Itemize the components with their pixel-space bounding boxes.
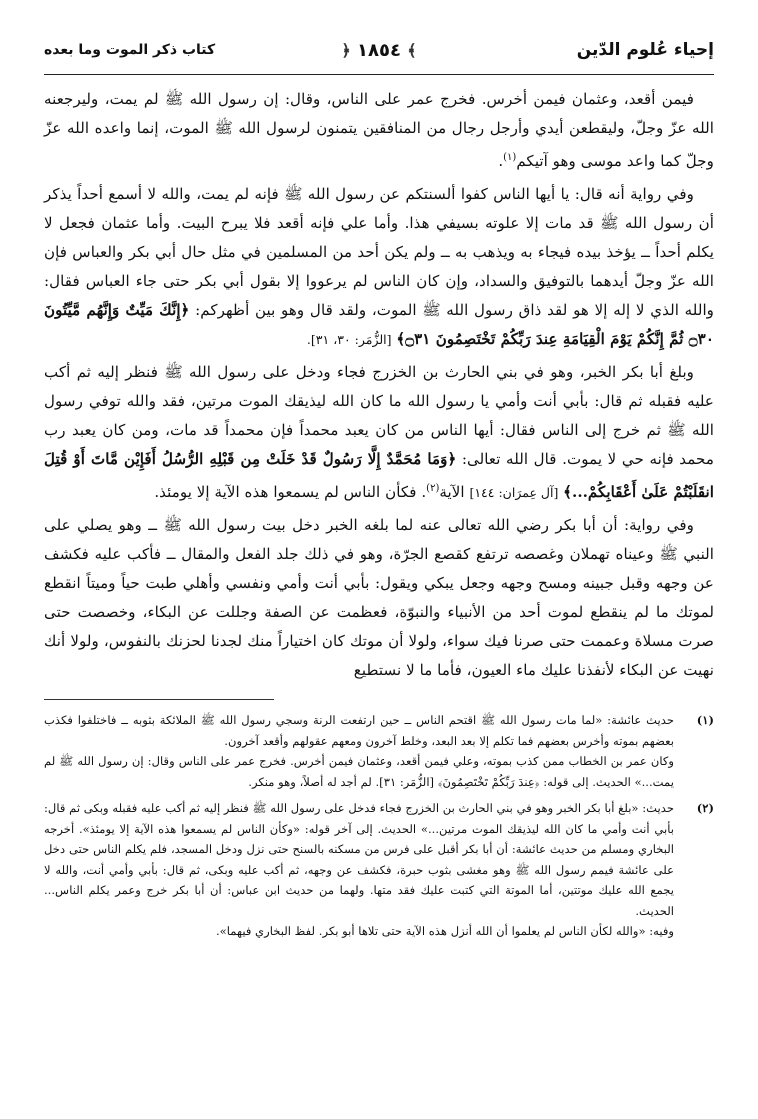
page-header [44, 26, 714, 75]
p3-text: وبلغ أبا بكر الخبر، وهو في بني الحارث بن الخزرج فجاء ودخل على رسول الله ﷺ فنظر إليه ثم أكب عليه فقبله ثم قال: بأبي أنت وأمي يا رسول الله ما كان الله ليذيقك الموت مرتين، فقد والله توفي رسول الله ﷺ ثم خرج إلى الناس فقال: أيها الناس من كان يعبد محمداً فإن محمداً قد مات، ومن كان يعبد رب محمد فإنه حي لا يموت. قال الله تعالى: [44, 363, 714, 469]
footnote-marker-1[interactable]: (١) [503, 152, 517, 163]
p1-end: . [498, 152, 504, 171]
book-title: إحياء عُلوم الدّين [576, 40, 714, 60]
left-ornament-icon: ﴾ [407, 40, 417, 60]
page-number-box [341, 40, 416, 61]
paragraph-3 [44, 358, 714, 507]
verse-reference-1: [الزُّمَر: ٣٠، ٣١]. [306, 332, 392, 348]
right-ornament-icon: ﴿ [341, 40, 351, 60]
footnote-marker-2[interactable]: (٢) [426, 483, 440, 495]
footnote-body [44, 798, 674, 942]
quran-verse-1: ﴿إِنَّكَ مَيِّتٌ وَإِنَّهُم مَّيِّتُونَ ۝٣٠ ثُمَّ إِنَّكُمْ يَوْمَ الْقِيَامَةِ عِندَ رَبِّكُمْ تَخْتَصِمُونَ ۝٣١﴾ [44, 301, 714, 349]
footnote-number: (٢) [696, 801, 714, 816]
footnote-1 [44, 710, 714, 792]
verse-reference-2: [آل عِمرَان: ١٤٤] [469, 485, 559, 501]
footnote-divider [44, 699, 274, 700]
chapter-title: كتاب ذكر الموت وما بعده [44, 42, 216, 58]
footnote-paragraph: وكان عمر بن الخطاب ممن كذب بموته، وعلي فيمن أقعد، وعثمان فيمن أخرس. فخرج عمر على الناس وقال: إن رسول الله ﷺ لم يمت...» الحديث. إلى قوله: ﴿عِندَ رَبِّكُمْ تَخْتَصِمُونَ﴾ [الزُّمَر: ٣١]. لم أجد له أصلاً، وهو منكر. [44, 754, 674, 789]
p3-aya: الآية [439, 483, 465, 502]
footnotes [44, 710, 714, 942]
main-text [44, 85, 714, 685]
footnote-paragraph: حديث عائشة: «لما مات رسول الله ﷺ اقتحم الناس ــ حين ارتفعت الرنة وسجي رسول الله ﷺ الملائكة بثوبه ــ فاختلفوا فكذب بعضهم بموته وأخرس بعضهم فما تكلم إلا بعد البعد، وخلط آخرون ومعهم عقولهم وأقعد آخرون. [44, 713, 674, 748]
p2-text: وفي رواية أنه قال: يا أيها الناس كفوا ألسنتكم عن رسول الله ﷺ فإنه لم يمت، والله لا أسمع أحداً يذكر أن رسول الله ﷺ قد مات إلا علوته بسيفي هذا. وأما علي فإنه أقعد فلا يبرح البيت. وأما عثمان فجعل لا يكلم أحداً ــ يؤخذ بيده فيجاء به ويذهب به ــ ولم يكن أحد من المسلمين في مثل حال أبي بكر والعباس فإن الله عزّ وجلّ أيدهما بالتوفيق والسداد، وإن كان الناس لم يرعووا إلا بقول أبي بكر حتى جاء العباس فقال: والله الذي لا إله إلا هو لقد ذاق رسول الله ﷺ الموت، ولقد قال وهو بين أظهركم: [44, 185, 714, 320]
footnote-body [44, 710, 674, 792]
paragraph-4 [44, 511, 714, 685]
footnote-2 [44, 798, 714, 942]
p4-text: وفي رواية: أن أبا بكر رضي الله تعالى عنه لما بلغه الخبر دخل بيت رسول الله ﷺ ــ وهو يصلي على النبي ﷺ وعيناه تهملان وغصصه ترتفع كقصع الجرّة، وهو في ذلك جلد الفعل والمقال ــ فأكب عليه فكشف عن وجهه وقبل جبينه ومسح وجهه وجعل يبكي ويقول: بأبي أنت وأمي ونفسي وأهلي طبت حياً وميتاً انقطع لموتك ما لم ينقطع لموت أحد من الأنبياء والنبوّة، فعظمت عن الصفة وجللت عن البكاء، وخصصت حتى صرت مسلاة وعممت حتى صرنا فيك سواء، ولولا أن موتك كان اختياراً منك لجدنا لحزنك بالنفوس، ولولا أنك نهيت عن البكاء لأنفذنا عليك ماء العيون، فأما ما لا نستطيع [44, 516, 714, 680]
page-number: ١٨٥٤ [357, 39, 401, 61]
footnote-number: (١) [696, 713, 714, 728]
quran-verse-2: ﴿وَمَا مُحَمَّدٌ إِلَّا رَسُولٌ قَدْ خَلَتْ مِن قَبْلِهِ الرُّسُلُ أَفَإِيْن مَّاتَ أَوْ قُتِلَ انقَلَبْتُمْ عَلَىٰ أَعْقَابِكُمْ...﴾ [44, 450, 714, 502]
p1-text: فيمن أقعد، وعثمان فيمن أخرس. فخرج عمر على الناس، وقال: إن رسول الله ﷺ لم يمت، وليرجعنه الله عزّ وجلّ، وليقطعن أيدي وأرجل رجال من المنافقين يتمنون لرسول الله ﷺ الموت، إنما واعده الله عزّ وجلّ كما واعد موسى وهو آتيكم [44, 90, 714, 171]
p3-end: . فكأن الناس لم يسمعوا هذه الآية إلا يومئذ. [154, 483, 427, 502]
paragraph-1 [44, 85, 714, 176]
footnote-paragraph: حديث: «بلغ أبا بكر الخبر وهو في بني الحارث بن الخزرج فجاء فدخل على رسول الله ﷺ فنظر إليه ثم أكب عليه فقبله وبكى ثم قال: بأبي أنت وأمي ما كان الله ليذيقك الموت مرتين...» الحديث. إلى آخر قوله: «وكأن الناس لم يسمعوا هذه الآية إلا يومئذ». أخرجه البخاري ومسلم من حديث عائشة: أن أبا بكر أقبل على فرس من مسكنه بالسنح حتى نزل ودخل المسجد، فلم يكلم الناس حتى دخل على عائشة فيمم رسول الله ﷺ وهو مغشى بثوب حبرة، فكشف عن وجهه، ثم أكب عليه وبكى، ثم قال: بأبي وأمي أنت، والله لا يجمع الله عليك موتتين، أما الموتة التي كتبت عليك فقد متها. ولهما من حديث ابن عباس: أن أبا بكر خرج وعمر يكلم الناس... الحديث. [44, 801, 674, 918]
footnote-paragraph: وفيه: «والله لكأن الناس لم يعلموا أن الله أنزل هذه الآية حتى تلاها أبو بكر. لفظ البخاري فيهما». [215, 924, 674, 939]
paragraph-2 [44, 180, 714, 354]
